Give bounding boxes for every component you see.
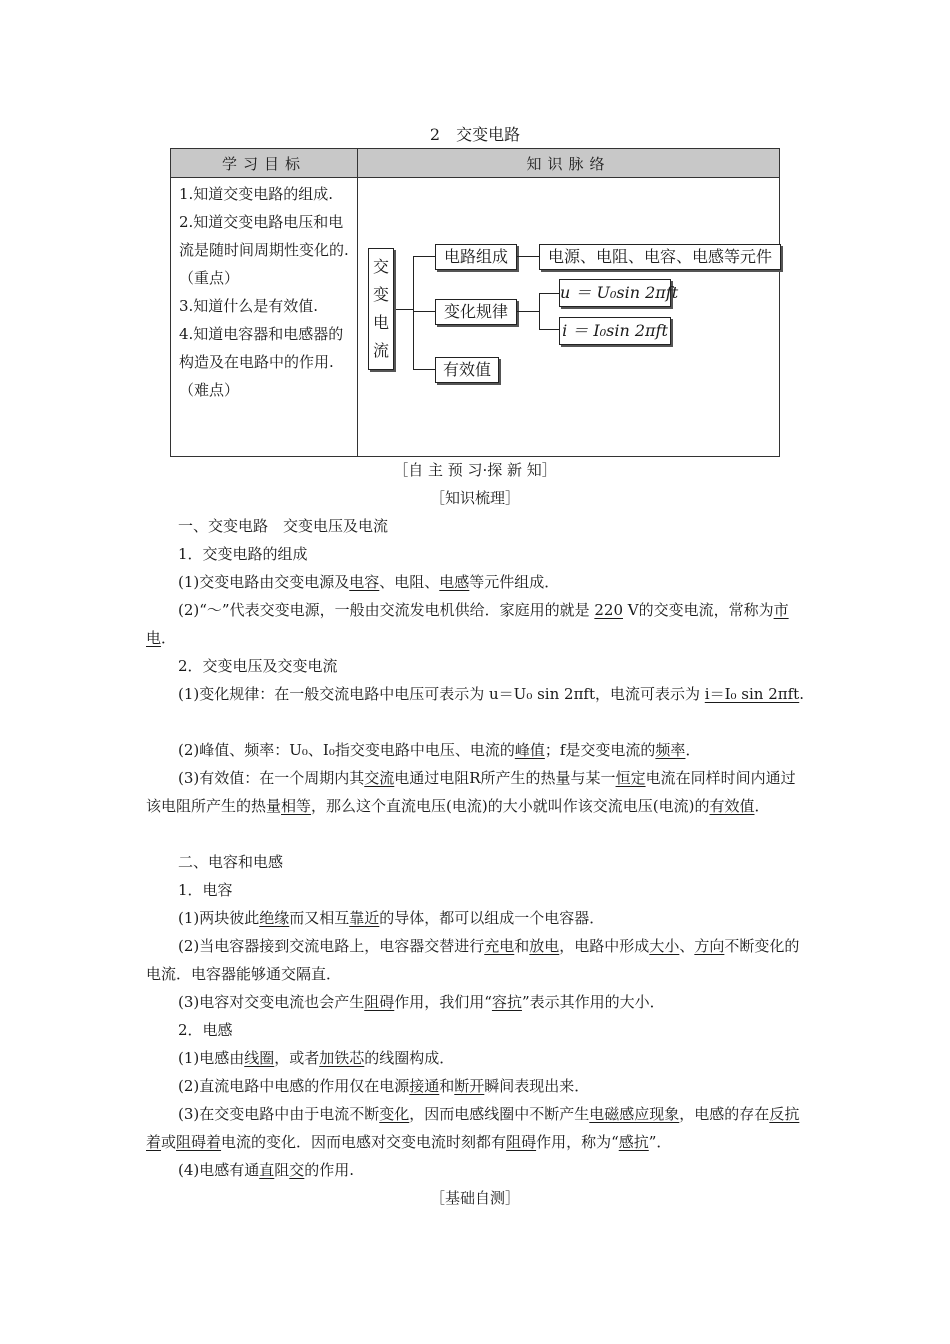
connector [517,311,539,312]
paragraph: (1)电感由线圈，或者加铁芯的线圈构成． [178,1049,455,1067]
knowledge-diagram [358,178,780,457]
diagram-root: 交变电流 [368,248,394,370]
paragraph: (1)变化规律：在一般交流电路中电压可表示为 u＝U₀ sin 2πft，电流可表示为 i＝I₀ sin 2πft. [178,685,804,703]
branch-variation-law: 变化规律 [435,299,517,325]
connector [413,369,435,370]
goal-item: 1.知道交变电路的组成. [179,185,334,203]
connector [539,293,540,329]
sec1-sub1: 1．交变电路的组成 [178,545,308,563]
connector [413,256,435,257]
paragraph: (3)有效值：在一个周期内其交流电通过电阻R所产生的热量与某一恒定电流在同样时间内通过该电阻所产生的热量相等，那么这个直流电压(电流)的大小就叫作该交流电压(电流)的有效值． [146,769,796,815]
sec2-sub1: 1．电容 [178,881,233,899]
self-test-heading: ［基础自测］ [429,1189,520,1207]
section-title: 交变电路 [456,125,521,144]
leaf-components: 电源、电阻、电容、电感等元件 [539,244,781,270]
paragraph: (2)峰值、频率：U₀、I₀指交变电路中电压、电流的峰值；f是交变电流的频率． [178,741,701,759]
paragraph: (4)电感有通直阻交的作用. [178,1161,355,1179]
paragraph: (1)交变电路由交变电源及电容、电阻、电感等元件组成． [178,573,560,591]
goal-item: 2.知道交变电路电压和电流是随时间周期性变化的.（重点） [179,213,349,287]
connector [413,256,414,369]
paragraph: (1)两块彼此绝缘而又相互靠近的导体，都可以组成一个电容器． [178,909,605,927]
goals-cell [171,178,358,457]
formula-voltage: u ＝ U₀sin 2πft [559,279,671,307]
objectives-table [170,148,780,457]
preview-heading: ［自 主 预 习·探 新 知］ [393,461,557,479]
section-2-title: 二、电容和电感 [178,853,284,871]
connector [396,309,413,310]
connector [539,293,559,294]
sec1-sub2: 2．交变电压及交变电流 [178,657,338,675]
paragraph: (2)当电容器接到交流电路上，电容器交替进行充电和放电，电路中形成大小、方向不断变化的电流．电容器能够通交隔直． [146,937,800,983]
section-number: 2 [429,125,441,144]
paragraph: (3)电容对交变电流也会产生阻碍作用，我们用“容抗”表示其作用的大小． [178,993,665,1011]
connector [539,329,559,330]
section-1-title: 一、交变电路 交变电压及电流 [178,517,389,535]
goal-item: 3.知道什么是有效值. [179,297,319,315]
connector [413,311,435,312]
formula-current: i ＝ I₀sin 2πft [559,317,671,345]
page-title [0,122,950,145]
branch-circuit-composition: 电路组成 [435,244,517,270]
paragraph: (3)在交变电路中由于电流不断变化，因而电感线圈中不断产生电磁感应现象，电感的存在反抗着或阻碍着电流的变化．因而电感对交变电流时刻都有阻碍作用，称为“感抗”． [146,1105,800,1151]
goal-item: 4.知道电容器和电感器的构造及在电路中的作用.（难点） [179,325,344,399]
branch-effective-value: 有效值 [435,357,499,383]
knowledge-heading: ［知识梳理］ [429,489,520,507]
paragraph: (2)直流电路中电感的作用仅在电源接通和断开瞬间表现出来． [178,1077,590,1095]
sec2-sub2: 2．电感 [178,1021,233,1039]
col-header-knowledge: 知识脉络 [358,149,780,178]
connector [517,256,539,257]
paragraph: (2)“～”代表交变电源，一般由交流发电机供给．家庭用的就是 220 V的交变电流，常称为市电． [146,601,789,647]
col-header-goals: 学习目标 [171,149,358,178]
